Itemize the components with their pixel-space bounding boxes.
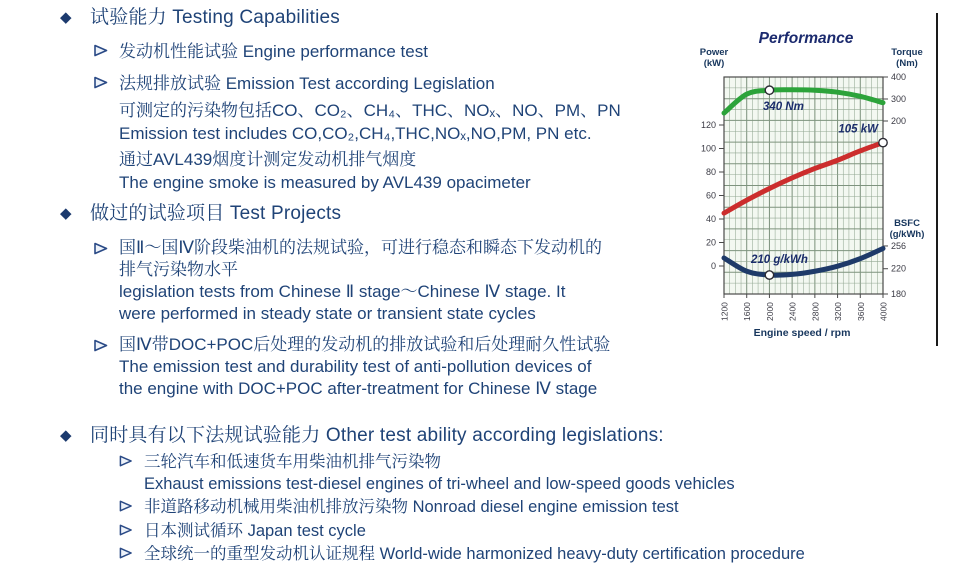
list-item (118, 452, 940, 495)
svg-text:200: 200 (891, 116, 907, 126)
svg-text:400: 400 (891, 72, 907, 82)
x-axis-label: Engine speed / rpm (753, 327, 851, 339)
arrow-bullet-icon (93, 43, 109, 58)
power-axis-label: Power (699, 47, 729, 58)
item-line: 非道路移动机械用柴油机排放污染物 Nonroad diesel engine emission test (144, 498, 679, 516)
section-header (60, 200, 700, 228)
svg-text:220: 220 (891, 263, 907, 274)
section-test-projects (60, 200, 700, 400)
section-header (60, 422, 940, 450)
arrow-bullet-icon (118, 499, 134, 513)
svg-text:340 Nm: 340 Nm (762, 101, 804, 114)
item-line: The emission test and durability test of anti-pollution devices of (119, 357, 592, 376)
chart-title: Performance (758, 30, 854, 47)
detail-line: 通过AVL439烟度计测定发动机排气烟度 (119, 150, 417, 169)
detail-line: 可测定的污染物包括CO、CO₂、CH₄、THC、NOₓ、NO、PM、PN (119, 101, 621, 120)
list-item (93, 71, 700, 96)
performance-chart (682, 16, 938, 356)
svg-text:105 kW: 105 kW (838, 123, 878, 136)
item-line: 法规排放试验 Emission Test according Legislation (119, 74, 495, 93)
arrow-bullet-icon (118, 546, 134, 560)
list-item (118, 544, 940, 566)
arrow-bullet-icon (93, 241, 109, 256)
section-title: 试验能力 Testing Capabilities (90, 7, 340, 28)
vertical-divider (936, 13, 938, 346)
svg-text:2400: 2400 (787, 302, 798, 321)
item-line: 三轮汽车和低速货车用柴油机排气污染物 (144, 453, 441, 471)
power-axis-label-units: (kW) (703, 58, 725, 69)
svg-text:3200: 3200 (833, 302, 844, 321)
svg-text:20: 20 (705, 237, 716, 248)
diamond-bullet-icon: ◆ (60, 427, 72, 444)
section-title: 做过的试验项目 Test Projects (90, 203, 342, 224)
svg-text:0: 0 (710, 261, 716, 271)
diamond-bullet-icon: ◆ (60, 205, 72, 222)
torque-axis-label-units: (Nm) (896, 58, 918, 69)
item-line: were performed in steady state or transient state cycles (119, 304, 536, 323)
detail-line: Emission test includes CO,CO₂,CH₄,THC,NOₓ,NO,PM, PN etc. (119, 123, 592, 143)
svg-text:256: 256 (891, 240, 907, 251)
list-item (93, 334, 700, 400)
svg-text:2000: 2000 (764, 302, 775, 321)
item-line: 全球统一的重型发动机认证规程 World-wide harmonized heavy-duty certification procedure (144, 545, 805, 563)
arrow-bullet-icon (93, 338, 109, 353)
pollutants-detail (119, 100, 700, 194)
item-line: Exhaust emissions test-diesel engines of tri-wheel and low-speed goods vehicles (144, 474, 735, 493)
item-line: 排气污染物水平 (119, 260, 238, 279)
svg-text:1200: 1200 (719, 302, 730, 321)
item-line: 国Ⅱ～国Ⅳ阶段柴油机的法规试验，可进行稳态和瞬态下发动机的 (119, 238, 603, 257)
section-testing-capabilities (60, 4, 700, 194)
item-line: legislation tests from Chinese Ⅱ stage～Chinese Ⅳ stage. It (119, 282, 566, 301)
svg-text:4000: 4000 (878, 302, 889, 321)
diamond-bullet-icon: ◆ (60, 9, 72, 26)
svg-text:3600: 3600 (855, 302, 866, 321)
svg-text:180: 180 (891, 289, 907, 299)
svg-text:210 g/kWh: 210 g/kWh (750, 254, 808, 267)
svg-text:80: 80 (705, 167, 716, 177)
list-item (93, 39, 700, 64)
section-other-test-ability (60, 422, 940, 566)
svg-text:1600: 1600 (742, 302, 753, 321)
bsfc-axis-label: BSFC (894, 218, 920, 229)
svg-text:300: 300 (891, 94, 907, 104)
svg-text:40: 40 (705, 214, 716, 224)
arrow-bullet-icon (118, 523, 134, 537)
list-item (118, 521, 940, 543)
arrow-bullet-icon (118, 454, 134, 468)
section-title: 同时具有以下法规试验能力 Other test ability according legislations: (90, 425, 664, 446)
svg-text:100: 100 (700, 143, 716, 154)
item-line: 日本测试循环 Japan test cycle (144, 521, 366, 540)
bsfc-axis-label-units: (g/kWh) (889, 229, 925, 240)
arrow-bullet-icon (93, 75, 109, 90)
list-item (93, 237, 700, 325)
item-line: the engine with DOC+POC after-treatment for Chinese Ⅳ stage (119, 379, 598, 398)
svg-text:120: 120 (700, 120, 716, 130)
list-item (118, 497, 940, 519)
section-header (60, 4, 700, 32)
detail-line: The engine smoke is measured by AVL439 opacimeter (119, 172, 531, 192)
item-line: 国Ⅳ带DOC+POC后处理的发动机的排放试验和后处理耐久性试验 (119, 335, 611, 354)
svg-text:2800: 2800 (810, 302, 821, 321)
torque-axis-label: Torque (891, 47, 923, 58)
svg-text:60: 60 (705, 190, 716, 201)
item-line: 发动机性能试验 Engine performance test (119, 42, 428, 61)
performance-chart-svg (682, 16, 938, 356)
